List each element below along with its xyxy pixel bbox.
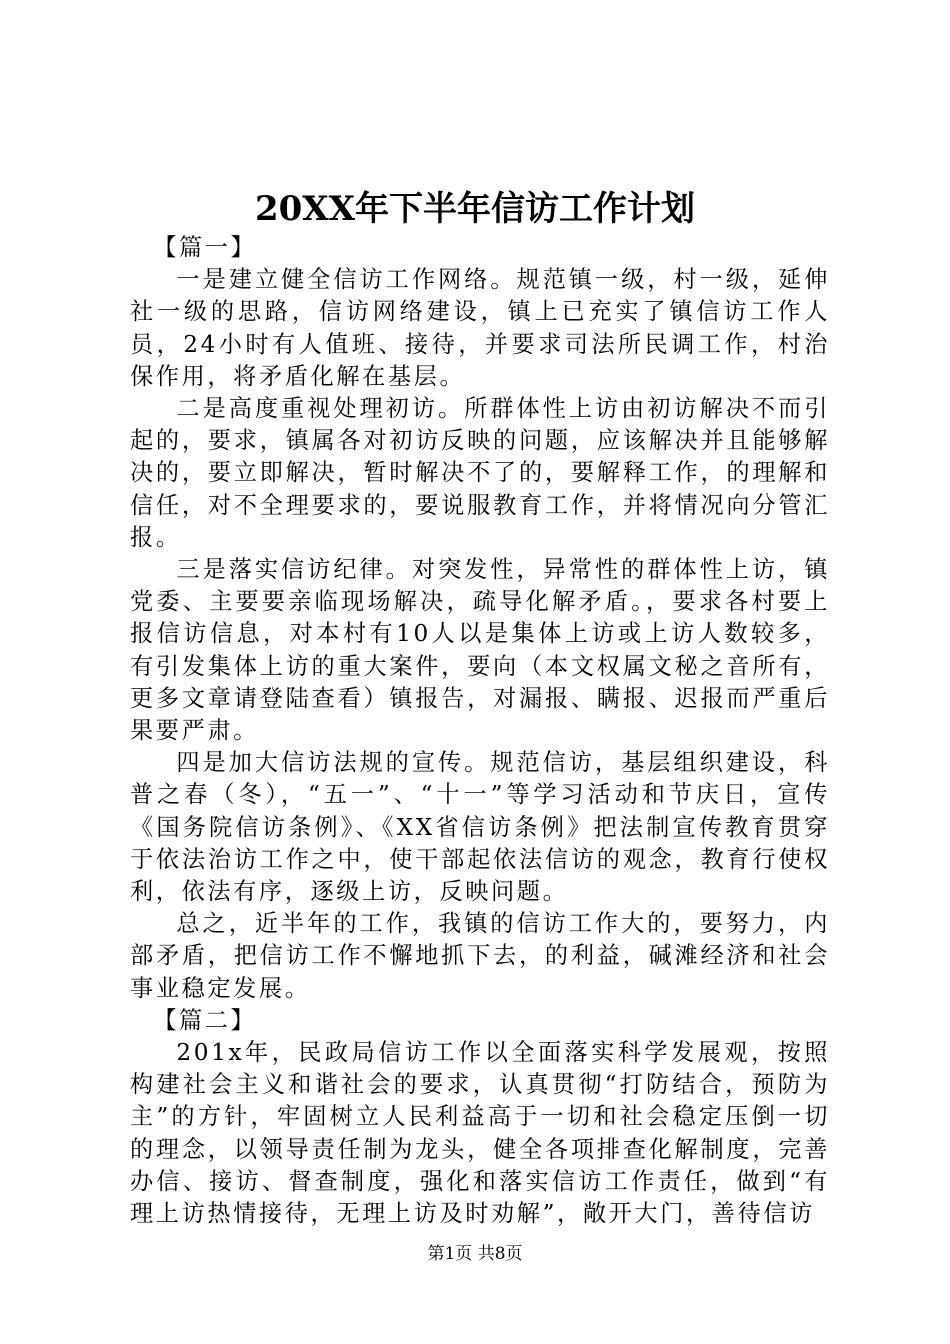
- page-footer: 第1页 共8页: [427, 1244, 523, 1264]
- paragraph: 二是高度重视处理初访。所群体性上访由初访解决不而引起的，要求，镇属各对初访反映的问题，应该解决并且能够解决的，要立即解决，暂时解决不了的，要解释工作，的理解和信任，对不全理要求的，要说服教育工作，并将情况向分管汇报。: [130, 395, 830, 551]
- paragraph: 四是加大信访法规的宣传。规范信访，基层组织建设，科普之春（冬），“五一”、“十一”等学习活动和节庆日，宣传《国务院信访条例》、《XX省信访条例》把法制宣传教育贯穿于依法治访工作之中，使干部起依法信访的观念，教育行使权利，依法有序，逐级上访，反映问题。: [130, 749, 830, 906]
- paragraph: 201x年，民政局信访工作以全面落实科学发展观，按照构建社会主义和谐社会的要求，认真贯彻“打防结合，预防为主”的方针，牢固树立人民利益高于一切和社会稳定压倒一切的理念，以领导责任制为龙头，健全各项排查化解制度，完善办信、接访、督查制度，强化和落实信访工作责任，做到“有理上访热情接待，无理上访及时劝解”，敞开大门，善待信访: [130, 1039, 830, 1228]
- section-heading-1: 【篇一】: [153, 234, 257, 261]
- document-title: 20XX年下半年信访工作计划: [254, 189, 696, 229]
- paragraph: 总之，近半年的工作，我镇的信访工作大的，要努力，内部矛盾，把信访工作不懈地抓下去，的利益，碱滩经济和社会事业稳定发展。: [130, 910, 830, 1002]
- document-body: [130, 232, 830, 1230]
- paragraph: 一是建立健全信访工作网络。规范镇一级，村一级，延伸社一级的思路，信访网络建设，镇上已充实了镇信访工作人员，24小时有人值班、接待，并要求司法所民调工作，村治保作用，将矛盾化解在基层。: [130, 266, 830, 390]
- paragraph: 三是落实信访纪律。对突发性，异常性的群体性上访，镇党委、主要要亲临现场解决，疏导化解矛盾。，要求各村要上报信访信息，对本村有10人以是集体上访或上访人数较多，有引发集体上访的重大案件，要向（本文权属文秘之音所有，更多文章请登陆查看）镇报告，对漏报、瞒报、迟报而严重后果要严肃。: [130, 556, 830, 745]
- section-heading-2: 【篇二】: [153, 1006, 257, 1034]
